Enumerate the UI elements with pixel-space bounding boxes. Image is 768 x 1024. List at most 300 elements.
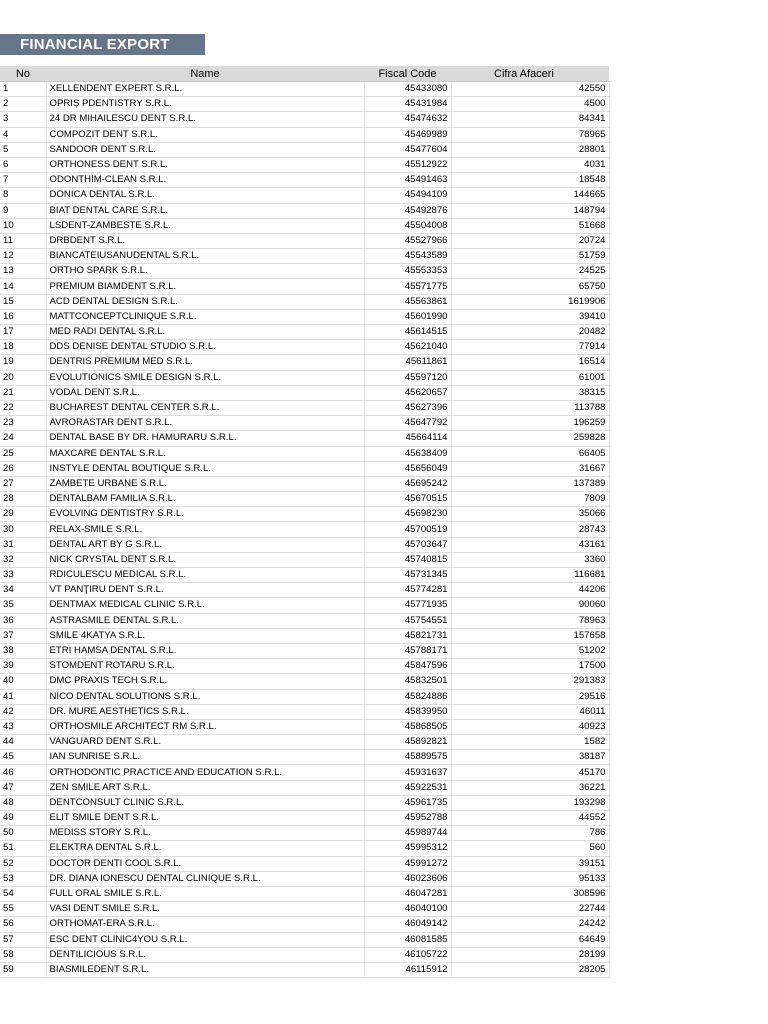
cell-no: 18 <box>0 340 46 355</box>
cell-name: BIASMILEDENT S.R.L. <box>46 962 364 977</box>
cell-name: ORTHONESS DENT S.R.L. <box>46 157 364 172</box>
table-row <box>0 188 609 203</box>
cell-fiscal-code: 45670515 <box>364 492 451 507</box>
cell-name: DENTAL ART BY G S.R.L. <box>46 537 364 552</box>
cell-cifra-afaceri: 20482 <box>451 325 609 340</box>
cell-fiscal-code: 45847596 <box>364 659 451 674</box>
cell-no: 1 <box>0 82 46 97</box>
page-title: FINANCIAL EXPORT <box>0 34 205 55</box>
cell-no: 53 <box>0 871 46 886</box>
cell-name: ORTHO SPARK S.R.L. <box>46 264 364 279</box>
table-row <box>0 507 609 522</box>
cell-no: 38 <box>0 643 46 658</box>
cell-no: 17 <box>0 325 46 340</box>
cell-name: DR. DIANA IONESCU DENTAL CLINIQUE S.R.L. <box>46 871 364 886</box>
cell-fiscal-code: 45601990 <box>364 309 451 324</box>
cell-cifra-afaceri: 308596 <box>451 886 609 901</box>
cell-fiscal-code: 45597120 <box>364 370 451 385</box>
table-row <box>0 340 609 355</box>
cell-no: 56 <box>0 917 46 932</box>
cell-name: ELIT SMILE DENT S.R.L. <box>46 811 364 826</box>
cell-fiscal-code: 45614515 <box>364 325 451 340</box>
cell-name: ORTHOMAT-ERA S.R.L. <box>46 917 364 932</box>
cell-fiscal-code: 45839950 <box>364 704 451 719</box>
table-row <box>0 112 609 127</box>
table-header <box>0 66 609 82</box>
cell-no: 42 <box>0 704 46 719</box>
cell-name: ACD DENTAL DESIGN S.R.L. <box>46 294 364 309</box>
cell-cifra-afaceri: 51759 <box>451 249 609 264</box>
table-row <box>0 643 609 658</box>
cell-no: 35 <box>0 598 46 613</box>
column-header-name: Name <box>46 66 364 82</box>
cell-cifra-afaceri: 78963 <box>451 613 609 628</box>
cell-cifra-afaceri: 28205 <box>451 962 609 977</box>
cell-no: 36 <box>0 613 46 628</box>
cell-name: NICO DENTAL SOLUTIONS S.R.L. <box>46 689 364 704</box>
cell-name: DR. MURE AESTHETICS S.R.L. <box>46 704 364 719</box>
cell-no: 13 <box>0 264 46 279</box>
cell-no: 55 <box>0 902 46 917</box>
cell-no: 10 <box>0 218 46 233</box>
table-row <box>0 871 609 886</box>
cell-fiscal-code: 45989744 <box>364 826 451 841</box>
cell-no: 43 <box>0 719 46 734</box>
table-row <box>0 82 609 97</box>
cell-cifra-afaceri: 95133 <box>451 871 609 886</box>
cell-name: VODAL DENT S.R.L. <box>46 385 364 400</box>
cell-no: 11 <box>0 233 46 248</box>
cell-cifra-afaceri: 43161 <box>451 537 609 552</box>
cell-name: NICK CRYSTAL DENT S.R.L. <box>46 552 364 567</box>
cell-fiscal-code: 46040100 <box>364 902 451 917</box>
cell-name: EVOLUTIONICS SMILE DESIGN S.R.L. <box>46 370 364 385</box>
cell-no: 26 <box>0 461 46 476</box>
table-row <box>0 719 609 734</box>
cell-name: ZAMBETE URBANE S.R.L. <box>46 476 364 491</box>
cell-cifra-afaceri: 66405 <box>451 446 609 461</box>
cell-name: XELLENDENT EXPERT S.R.L. <box>46 82 364 97</box>
cell-cifra-afaceri: 40923 <box>451 719 609 734</box>
cell-cifra-afaceri: 16514 <box>451 355 609 370</box>
table-row <box>0 492 609 507</box>
cell-fiscal-code: 45740815 <box>364 552 451 567</box>
cell-name: EVOLVING DENTISTRY S.R.L. <box>46 507 364 522</box>
table-body <box>0 82 609 978</box>
cell-no: 45 <box>0 750 46 765</box>
cell-no: 32 <box>0 552 46 567</box>
table-row <box>0 279 609 294</box>
cell-fiscal-code: 45492876 <box>364 203 451 218</box>
cell-cifra-afaceri: 44206 <box>451 583 609 598</box>
cell-name: ODONTHIM-CLEAN S.R.L. <box>46 173 364 188</box>
cell-cifra-afaceri: 65750 <box>451 279 609 294</box>
cell-cifra-afaceri: 45170 <box>451 765 609 780</box>
cell-cifra-afaceri: 24242 <box>451 917 609 932</box>
cell-no: 44 <box>0 735 46 750</box>
cell-fiscal-code: 45995312 <box>364 841 451 856</box>
table-row <box>0 325 609 340</box>
cell-cifra-afaceri: 84341 <box>451 112 609 127</box>
table-row <box>0 173 609 188</box>
cell-name: DMC PRAXIS TECH S.R.L. <box>46 674 364 689</box>
cell-fiscal-code: 45698230 <box>364 507 451 522</box>
cell-fiscal-code: 45527966 <box>364 233 451 248</box>
cell-fiscal-code: 45991272 <box>364 856 451 871</box>
cell-fiscal-code: 45754551 <box>364 613 451 628</box>
table-row <box>0 309 609 324</box>
table-row <box>0 552 609 567</box>
table-row <box>0 127 609 142</box>
cell-name: BIAT DENTAL CARE S.R.L. <box>46 203 364 218</box>
cell-cifra-afaceri: 28199 <box>451 947 609 962</box>
table-row <box>0 233 609 248</box>
cell-no: 50 <box>0 826 46 841</box>
table-row <box>0 385 609 400</box>
cell-fiscal-code: 45638409 <box>364 446 451 461</box>
cell-fiscal-code: 45571775 <box>364 279 451 294</box>
cell-cifra-afaceri: 44552 <box>451 811 609 826</box>
cell-no: 23 <box>0 416 46 431</box>
cell-name: DENTILICIOUS S.R.L. <box>46 947 364 962</box>
cell-cifra-afaceri: 29516 <box>451 689 609 704</box>
cell-cifra-afaceri: 144665 <box>451 188 609 203</box>
table-row <box>0 917 609 932</box>
cell-no: 57 <box>0 932 46 947</box>
table-row <box>0 765 609 780</box>
table-row <box>0 613 609 628</box>
cell-name: VT PANŢIRU DENT S.R.L. <box>46 583 364 598</box>
table-row <box>0 294 609 309</box>
cell-cifra-afaceri: 148794 <box>451 203 609 218</box>
cell-no: 27 <box>0 476 46 491</box>
cell-name: INSTYLE DENTAL BOUTIQUE S.R.L. <box>46 461 364 476</box>
cell-name: ELEKTRA DENTAL S.R.L. <box>46 841 364 856</box>
cell-name: ORTHOSMILE ARCHITECT RM S.R.L. <box>46 719 364 734</box>
cell-no: 41 <box>0 689 46 704</box>
cell-no: 14 <box>0 279 46 294</box>
cell-no: 19 <box>0 355 46 370</box>
cell-cifra-afaceri: 4031 <box>451 157 609 172</box>
table-row <box>0 416 609 431</box>
table-row <box>0 735 609 750</box>
cell-fiscal-code: 45832501 <box>364 674 451 689</box>
table-row <box>0 689 609 704</box>
cell-cifra-afaceri: 51202 <box>451 643 609 658</box>
column-header-no: No <box>0 66 46 82</box>
cell-cifra-afaceri: 38187 <box>451 750 609 765</box>
cell-fiscal-code: 45656049 <box>364 461 451 476</box>
cell-fiscal-code: 45664114 <box>364 431 451 446</box>
cell-fiscal-code: 45563861 <box>364 294 451 309</box>
table-row <box>0 886 609 901</box>
cell-name: PREMIUM BIAMDENT S.R.L. <box>46 279 364 294</box>
cell-name: DENTCONSULT CLINIC S.R.L. <box>46 795 364 810</box>
table-row <box>0 157 609 172</box>
cell-no: 49 <box>0 811 46 826</box>
column-header-fiscal-code: Fiscal Code <box>364 66 451 82</box>
cell-cifra-afaceri: 35066 <box>451 507 609 522</box>
cell-no: 37 <box>0 628 46 643</box>
table-row <box>0 476 609 491</box>
cell-cifra-afaceri: 157658 <box>451 628 609 643</box>
cell-cifra-afaceri: 7809 <box>451 492 609 507</box>
cell-cifra-afaceri: 17500 <box>451 659 609 674</box>
table-row <box>0 932 609 947</box>
cell-no: 9 <box>0 203 46 218</box>
cell-name: MEDISS STORY S.R.L. <box>46 826 364 841</box>
cell-fiscal-code: 45703647 <box>364 537 451 552</box>
cell-name: 24 DR MIHAILESCU DENT S.R.L. <box>46 112 364 127</box>
cell-no: 34 <box>0 583 46 598</box>
cell-name: FULL ORAL SMILE S.R.L. <box>46 886 364 901</box>
cell-name: ETRI HAMSA DENTAL S.R.L. <box>46 643 364 658</box>
cell-fiscal-code: 45543589 <box>364 249 451 264</box>
table-row <box>0 628 609 643</box>
cell-fiscal-code: 45512922 <box>364 157 451 172</box>
cell-no: 47 <box>0 780 46 795</box>
cell-cifra-afaceri: 193298 <box>451 795 609 810</box>
table-row <box>0 902 609 917</box>
cell-cifra-afaceri: 90060 <box>451 598 609 613</box>
table-row <box>0 704 609 719</box>
cell-no: 7 <box>0 173 46 188</box>
cell-name: MAXCARE DENTAL S.R.L. <box>46 446 364 461</box>
cell-cifra-afaceri: 18548 <box>451 173 609 188</box>
cell-name: ZEN SMILE ART S.R.L. <box>46 780 364 795</box>
cell-no: 40 <box>0 674 46 689</box>
cell-name: DOCTOR DENTI COOL S.R.L. <box>46 856 364 871</box>
cell-fiscal-code: 45504008 <box>364 218 451 233</box>
cell-fiscal-code: 45771935 <box>364 598 451 613</box>
cell-no: 22 <box>0 400 46 415</box>
cell-no: 16 <box>0 309 46 324</box>
cell-name: SMILE 4KATYA S.R.L. <box>46 628 364 643</box>
cell-fiscal-code: 45774281 <box>364 583 451 598</box>
cell-fiscal-code: 45824886 <box>364 689 451 704</box>
cell-fiscal-code: 45952788 <box>364 811 451 826</box>
table-row <box>0 962 609 977</box>
table-row <box>0 856 609 871</box>
cell-no: 8 <box>0 188 46 203</box>
table-header-row <box>0 66 609 82</box>
cell-fiscal-code: 45647792 <box>364 416 451 431</box>
table-row <box>0 568 609 583</box>
cell-fiscal-code: 46115912 <box>364 962 451 977</box>
cell-name: OPRIȘ PDENTISTRY S.R.L. <box>46 97 364 112</box>
cell-no: 59 <box>0 962 46 977</box>
cell-cifra-afaceri: 61001 <box>451 370 609 385</box>
cell-cifra-afaceri: 39410 <box>451 309 609 324</box>
cell-cifra-afaceri: 116681 <box>451 568 609 583</box>
cell-fiscal-code: 46081585 <box>364 932 451 947</box>
cell-cifra-afaceri: 28801 <box>451 142 609 157</box>
cell-name: IAN SUNRISE S.R.L. <box>46 750 364 765</box>
cell-name: BUCHAREST DENTAL CENTER S.R.L. <box>46 400 364 415</box>
cell-name: DENTAL BASE BY DR. HAMURARU S.R.L. <box>46 431 364 446</box>
cell-name: ASTRASMILE DENTAL S.R.L. <box>46 613 364 628</box>
cell-no: 4 <box>0 127 46 142</box>
cell-no: 5 <box>0 142 46 157</box>
cell-name: LSDENT-ZAMBESTE S.R.L. <box>46 218 364 233</box>
table-row <box>0 780 609 795</box>
table-row <box>0 97 609 112</box>
cell-name: DENTMAX MEDICAL CLINIC S.R.L. <box>46 598 364 613</box>
table-row <box>0 841 609 856</box>
cell-cifra-afaceri: 4500 <box>451 97 609 112</box>
cell-fiscal-code: 45469989 <box>364 127 451 142</box>
cell-name: RELAX-SMILE S.R.L. <box>46 522 364 537</box>
cell-cifra-afaceri: 46011 <box>451 704 609 719</box>
table-row <box>0 249 609 264</box>
cell-cifra-afaceri: 3360 <box>451 552 609 567</box>
table-row <box>0 659 609 674</box>
table-row <box>0 431 609 446</box>
cell-no: 28 <box>0 492 46 507</box>
cell-cifra-afaceri: 36221 <box>451 780 609 795</box>
cell-cifra-afaceri: 78965 <box>451 127 609 142</box>
cell-fiscal-code: 45868505 <box>364 719 451 734</box>
cell-no: 21 <box>0 385 46 400</box>
table-row <box>0 583 609 598</box>
cell-fiscal-code: 45931637 <box>364 765 451 780</box>
cell-no: 54 <box>0 886 46 901</box>
cell-no: 52 <box>0 856 46 871</box>
cell-name: DENTRIS PREMIUM MED S.R.L. <box>46 355 364 370</box>
table-row <box>0 355 609 370</box>
cell-cifra-afaceri: 42550 <box>451 82 609 97</box>
cell-fiscal-code: 45731345 <box>364 568 451 583</box>
table-row <box>0 142 609 157</box>
cell-no: 12 <box>0 249 46 264</box>
table-row <box>0 370 609 385</box>
cell-fiscal-code: 45695242 <box>364 476 451 491</box>
cell-no: 31 <box>0 537 46 552</box>
cell-no: 39 <box>0 659 46 674</box>
table-row <box>0 947 609 962</box>
cell-cifra-afaceri: 291383 <box>451 674 609 689</box>
cell-no: 29 <box>0 507 46 522</box>
table-row <box>0 795 609 810</box>
cell-name: BIANCATEIUSANUDENTAL S.R.L. <box>46 249 364 264</box>
column-header-cifra-afaceri: Cifra Afaceri <box>451 66 609 82</box>
table-row <box>0 400 609 415</box>
cell-fiscal-code: 45922531 <box>364 780 451 795</box>
cell-name: MED RADI DENTAL S.R.L. <box>46 325 364 340</box>
cell-fiscal-code: 45474632 <box>364 112 451 127</box>
cell-cifra-afaceri: 31667 <box>451 461 609 476</box>
cell-fiscal-code: 45889575 <box>364 750 451 765</box>
cell-cifra-afaceri: 560 <box>451 841 609 856</box>
cell-fiscal-code: 46049142 <box>364 917 451 932</box>
table-row <box>0 218 609 233</box>
cell-fiscal-code: 45431984 <box>364 97 451 112</box>
table-row <box>0 461 609 476</box>
cell-fiscal-code: 45621040 <box>364 340 451 355</box>
cell-fiscal-code: 45494109 <box>364 188 451 203</box>
cell-name: DRBDENT S.R.L. <box>46 233 364 248</box>
cell-cifra-afaceri: 786 <box>451 826 609 841</box>
cell-name: AVRORASTAR DENT S.R.L. <box>46 416 364 431</box>
cell-fiscal-code: 45788171 <box>364 643 451 658</box>
cell-cifra-afaceri: 28743 <box>451 522 609 537</box>
cell-no: 46 <box>0 765 46 780</box>
cell-cifra-afaceri: 137389 <box>451 476 609 491</box>
cell-name: STOMDENT ROTARU S.R.L. <box>46 659 364 674</box>
cell-cifra-afaceri: 22744 <box>451 902 609 917</box>
cell-name: ORTHODONTIC PRACTICE AND EDUCATION S.R.L. <box>46 765 364 780</box>
cell-name: DONICA DENTAL S.R.L. <box>46 188 364 203</box>
cell-no: 6 <box>0 157 46 172</box>
cell-no: 33 <box>0 568 46 583</box>
cell-fiscal-code: 45627396 <box>364 400 451 415</box>
table-row <box>0 203 609 218</box>
cell-fiscal-code: 45620657 <box>364 385 451 400</box>
cell-fiscal-code: 45961735 <box>364 795 451 810</box>
cell-fiscal-code: 45892821 <box>364 735 451 750</box>
table-row <box>0 522 609 537</box>
cell-cifra-afaceri: 77914 <box>451 340 609 355</box>
cell-fiscal-code: 45553353 <box>364 264 451 279</box>
cell-fiscal-code: 45611861 <box>364 355 451 370</box>
cell-cifra-afaceri: 24525 <box>451 264 609 279</box>
table-row <box>0 826 609 841</box>
cell-fiscal-code: 45700519 <box>364 522 451 537</box>
cell-name: RDICULESCU MEDICAL S.R.L. <box>46 568 364 583</box>
cell-cifra-afaceri: 1619906 <box>451 294 609 309</box>
cell-cifra-afaceri: 39151 <box>451 856 609 871</box>
cell-cifra-afaceri: 259828 <box>451 431 609 446</box>
table-row <box>0 598 609 613</box>
table-row <box>0 750 609 765</box>
cell-no: 30 <box>0 522 46 537</box>
cell-no: 15 <box>0 294 46 309</box>
cell-cifra-afaceri: 38315 <box>451 385 609 400</box>
cell-fiscal-code: 45491463 <box>364 173 451 188</box>
cell-fiscal-code: 46023606 <box>364 871 451 886</box>
table-row <box>0 674 609 689</box>
table-row <box>0 537 609 552</box>
cell-name: DDS DENISE DENTAL STUDIO S.R.L. <box>46 340 364 355</box>
cell-fiscal-code: 45821731 <box>364 628 451 643</box>
cell-no: 24 <box>0 431 46 446</box>
cell-fiscal-code: 46047281 <box>364 886 451 901</box>
cell-cifra-afaceri: 20724 <box>451 233 609 248</box>
cell-cifra-afaceri: 1582 <box>451 735 609 750</box>
cell-name: COMPOZIT DENT S.R.L. <box>46 127 364 142</box>
cell-no: 58 <box>0 947 46 962</box>
cell-fiscal-code: 46105722 <box>364 947 451 962</box>
cell-no: 2 <box>0 97 46 112</box>
cell-no: 25 <box>0 446 46 461</box>
table-row <box>0 264 609 279</box>
cell-name: VANGUARD DENT S.R.L. <box>46 735 364 750</box>
cell-name: DENTALBAM FAMILIA S.R.L. <box>46 492 364 507</box>
cell-cifra-afaceri: 64649 <box>451 932 609 947</box>
cell-name: SANDOOR DENT S.R.L. <box>46 142 364 157</box>
cell-no: 20 <box>0 370 46 385</box>
cell-name: ESC DENT CLINIC4YOU S.R.L. <box>46 932 364 947</box>
cell-name: VASI DENT SMILE S.R.L. <box>46 902 364 917</box>
financial-export-table <box>0 66 610 978</box>
table-row <box>0 446 609 461</box>
table-row <box>0 811 609 826</box>
cell-no: 48 <box>0 795 46 810</box>
cell-cifra-afaceri: 196259 <box>451 416 609 431</box>
cell-name: MATTCONCEPTCLINIQUE S.R.L. <box>46 309 364 324</box>
cell-fiscal-code: 45477604 <box>364 142 451 157</box>
cell-no: 51 <box>0 841 46 856</box>
